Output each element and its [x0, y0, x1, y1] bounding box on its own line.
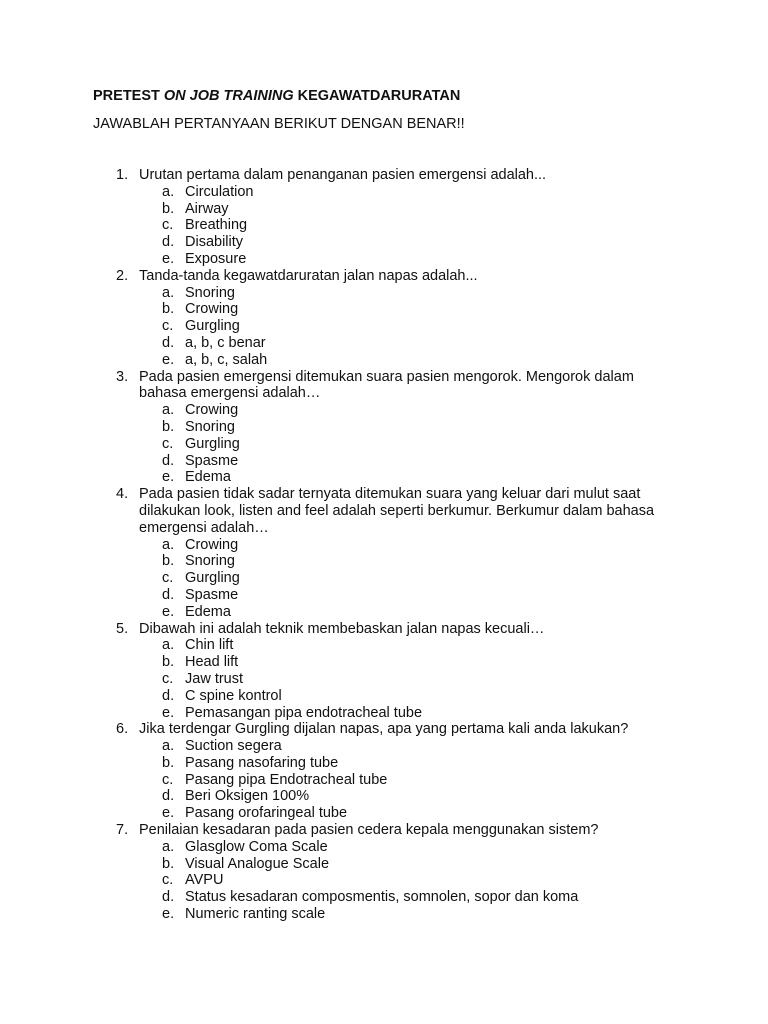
- option-text: Gurgling: [185, 435, 240, 452]
- answer-option: [0, 906, 768, 923]
- option-letter: b.: [162, 301, 175, 318]
- question-item: [0, 486, 768, 620]
- option-letter: a.: [162, 536, 175, 553]
- option-letter: c.: [162, 217, 174, 234]
- question-row: [0, 721, 679, 738]
- answer-option: [0, 889, 768, 906]
- answer-option: [0, 285, 768, 302]
- answer-option: [0, 705, 768, 722]
- question-text: Dibawah ini adalah teknik membebaskan jalan napas kecuali…: [139, 620, 545, 637]
- instruction-text: JAWABLAH PERTANYAAN BERIKUT DENGAN BENAR!!: [93, 116, 465, 132]
- option-text: Chin lift: [185, 637, 234, 654]
- option-letter: e.: [162, 250, 175, 267]
- option-text: Circulation: [185, 183, 254, 200]
- option-text: Beri Oksigen 100%: [185, 788, 310, 805]
- option-text: Edema: [185, 469, 231, 486]
- option-letter: b.: [162, 654, 175, 671]
- question-number: 1.: [116, 167, 129, 183]
- option-letter: c.: [162, 435, 174, 452]
- option-text: Pasang pipa Endotracheal tube: [185, 771, 388, 788]
- option-letter: a.: [162, 284, 175, 301]
- answer-option: [0, 352, 768, 369]
- answer-option: [0, 654, 768, 671]
- option-text: Crowing: [185, 536, 239, 553]
- answer-option: [0, 839, 768, 856]
- option-letter: c.: [162, 771, 174, 788]
- option-text: Numeric ranting scale: [185, 906, 326, 923]
- answer-option: [0, 755, 768, 772]
- answer-option: [0, 570, 768, 587]
- option-letter: d.: [162, 234, 175, 251]
- option-text: Spasme: [185, 452, 239, 469]
- answer-option: [0, 671, 768, 688]
- option-letter: a.: [162, 183, 175, 200]
- answer-option: [0, 251, 768, 268]
- option-text: Pemasangan pipa endotracheal tube: [185, 704, 423, 721]
- answer-option: [0, 587, 768, 604]
- question-number: 3.: [116, 368, 129, 385]
- option-letter: c.: [162, 570, 174, 587]
- question-item: [0, 621, 768, 722]
- question-item: [0, 268, 768, 369]
- option-letter: b.: [162, 553, 175, 570]
- option-letter: b.: [162, 200, 175, 217]
- option-text: Pasang nasofaring tube: [185, 754, 339, 771]
- answer-option: [0, 872, 768, 889]
- option-text: Snoring: [185, 284, 235, 301]
- question-text: Pada pasien tidak sadar ternyata ditemukan suara yang keluar dari mulut saat dilakukan look, listen and feel adalah seperti berkumur. Berkumur dalam bahasa emergensi adalah…: [139, 486, 655, 536]
- answer-option: [0, 604, 768, 621]
- option-text: Jaw trust: [185, 670, 244, 687]
- title-italic: ON JOB TRAINING: [163, 88, 294, 104]
- option-text: Breathing: [185, 217, 248, 234]
- answer-option: [0, 637, 768, 654]
- option-text: Crowing: [185, 301, 239, 318]
- option-letter: d.: [162, 788, 175, 805]
- answer-option: [0, 772, 768, 789]
- option-text: Airway: [185, 200, 229, 217]
- answer-option: [0, 436, 768, 453]
- option-text: Pasang orofaringeal tube: [185, 805, 348, 822]
- answer-option: [0, 234, 768, 251]
- option-text: Status kesadaran composmentis, somnolen, sopor dan koma: [185, 889, 579, 906]
- question-number: 2.: [116, 267, 129, 284]
- answer-option: [0, 335, 768, 352]
- question-row: [0, 268, 679, 285]
- answer-option: [0, 553, 768, 570]
- option-letter: a.: [162, 637, 175, 654]
- option-letter: e.: [162, 469, 175, 486]
- option-letter: a.: [162, 402, 175, 419]
- question-item: [0, 167, 768, 268]
- question-row: [0, 167, 679, 184]
- question-item: [0, 369, 768, 487]
- option-text: Suction segera: [185, 738, 282, 755]
- answer-option: [0, 805, 768, 822]
- title-suffix: KEGAWATDARURATAN: [293, 88, 461, 104]
- question-list: [0, 167, 768, 923]
- answer-option: [0, 201, 768, 218]
- option-text: AVPU: [185, 872, 224, 889]
- answer-option: [0, 184, 768, 201]
- option-text: Spasme: [185, 586, 239, 603]
- option-letter: d.: [162, 687, 175, 704]
- option-text: Exposure: [185, 250, 247, 267]
- option-text: Disability: [185, 234, 244, 251]
- option-letter: d.: [162, 334, 175, 351]
- option-text: a, b, c, salah: [185, 351, 268, 368]
- option-letter: e.: [162, 704, 175, 721]
- question-item: [0, 822, 768, 923]
- option-text: Snoring: [185, 418, 235, 435]
- option-letter: a.: [162, 838, 175, 855]
- answer-option: [0, 537, 768, 554]
- question-number: 7.: [116, 822, 129, 839]
- option-letter: c.: [162, 318, 174, 335]
- option-text: Gurgling: [185, 318, 240, 335]
- option-text: Head lift: [185, 654, 239, 671]
- option-text: a, b, c benar: [185, 334, 266, 351]
- option-letter: b.: [162, 418, 175, 435]
- option-letter: b.: [162, 855, 175, 872]
- question-row: [0, 369, 679, 403]
- question-text: Jika terdengar Gurgling dijalan napas, apa yang pertama kali anda lakukan?: [139, 721, 629, 738]
- answer-option: [0, 788, 768, 805]
- answer-option: [0, 419, 768, 436]
- option-letter: a.: [162, 738, 175, 755]
- option-letter: c.: [162, 670, 174, 687]
- answer-option: [0, 453, 768, 470]
- option-letter: e.: [162, 906, 175, 923]
- option-letter: d.: [162, 889, 175, 906]
- option-text: Gurgling: [185, 570, 240, 587]
- option-letter: d.: [162, 586, 175, 603]
- question-item: [0, 721, 768, 822]
- option-letter: e.: [162, 603, 175, 620]
- option-text: C spine kontrol: [185, 687, 282, 704]
- question-row: [0, 822, 679, 839]
- question-text: Tanda-tanda kegawatdaruratan jalan napas adalah...: [139, 267, 478, 284]
- question-text: Urutan pertama dalam penanganan pasien emergensi adalah...: [139, 167, 547, 183]
- option-text: Crowing: [185, 402, 239, 419]
- option-letter: e.: [162, 351, 175, 368]
- question-number: 4.: [116, 486, 129, 503]
- document-title: [93, 86, 460, 106]
- option-letter: c.: [162, 872, 174, 889]
- answer-option: [0, 738, 768, 755]
- option-text: Glasglow Coma Scale: [185, 838, 328, 855]
- answer-option: [0, 217, 768, 234]
- question-text: Penilaian kesadaran pada pasien cedera kepala menggunakan sistem?: [139, 822, 599, 839]
- option-text: Edema: [185, 603, 231, 620]
- title-prefix: PRETEST: [93, 88, 164, 104]
- option-letter: d.: [162, 452, 175, 469]
- question-row: [0, 621, 679, 638]
- option-letter: b.: [162, 754, 175, 771]
- option-text: Visual Analogue Scale: [185, 855, 330, 872]
- option-letter: e.: [162, 805, 175, 822]
- question-number: 6.: [116, 721, 129, 738]
- answer-option: [0, 688, 768, 705]
- question-row: [0, 486, 679, 536]
- option-text: Snoring: [185, 553, 235, 570]
- answer-option: [0, 318, 768, 335]
- answer-option: [0, 469, 768, 486]
- answer-option: [0, 402, 768, 419]
- answer-option: [0, 301, 768, 318]
- answer-option: [0, 856, 768, 873]
- question-text: Pada pasien emergensi ditemukan suara pasien mengorok. Mengorok dalam bahasa emergensi adalah…: [139, 368, 634, 402]
- question-number: 5.: [116, 620, 129, 637]
